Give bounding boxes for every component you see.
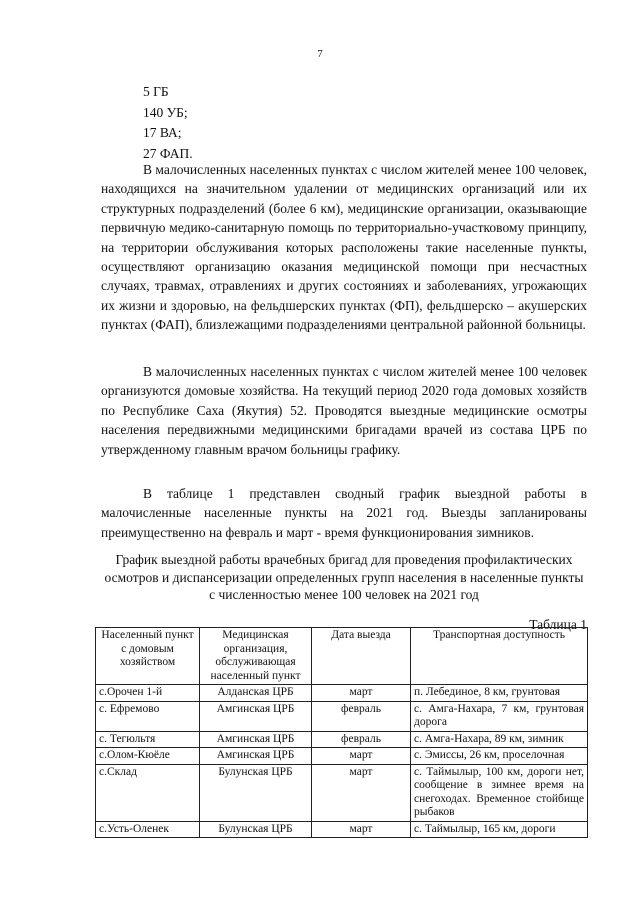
facility-count-list — [143, 82, 193, 164]
organization-cell: Булунская ЦРБ — [200, 821, 312, 838]
organization-cell: Алданская ЦРБ — [200, 685, 312, 702]
column-header-transport: Транспортная доступность — [411, 628, 588, 685]
paragraph: В малочисленных населенных пунктах с числом жителей менее 100 человек организуются домовые хозяйства. На текущий период 2020 года домовых хозяйств по Республике Саха (Якутия) 52. Проводятся выездные медицинские осмотры населения передвижными медицинскими бригадами врачей из состава ЦРБ по утвержденному главным врачом больницы графику. — [101, 364, 587, 457]
table-row — [96, 764, 588, 821]
table-row — [96, 748, 588, 765]
organization-cell: Амгинская ЦРБ — [200, 701, 312, 731]
organization-cell: Амгинская ЦРБ — [200, 748, 312, 765]
list-item: 5 ГБ — [143, 84, 169, 99]
date-cell: февраль — [312, 701, 411, 731]
settlement-cell: с. Ефремово — [96, 701, 200, 731]
transport-cell: с. Таймылыр, 165 км, дороги — [411, 821, 588, 838]
column-header-organization: Медицинская организация, обслуживающая населенный пункт — [200, 628, 312, 685]
transport-cell: с. Эмиссы, 26 км, проселочная — [411, 748, 588, 765]
settlement-cell: с. Тегюльтя — [96, 731, 200, 748]
settlement-cell: с.Олом-Кюёле — [96, 748, 200, 765]
date-cell: март — [312, 685, 411, 702]
page-number: 7 — [317, 48, 323, 60]
paragraph: В малочисленных населенных пунктах с числом жителей менее 100 человек, находящихся на значительном удалении от медицинских организаций или их структурных подразделений (более 6 км), медицинские организации, оказывающие первичную медико-санитарную помощь по территориально-участковому принципу, на территории обслуживания которых расположены такие населенные пункты, осуществляют организацию оказания медицинской помощи при несчастных случаях, травмах, отравлениях и других состояниях и заболеваниях, угрожающих их жизни и здоровью, на фельдшерских пунктах (ФП), фельдшерско – акушерских пунктах (ФАП), близлежащими подразделениями центральной районной больницы. — [101, 162, 587, 333]
list-item: 17 ВА; — [143, 125, 182, 140]
settlement-cell: с.Усть-Оленек — [96, 821, 200, 838]
column-header-settlement: Населенный пункт с домовым хозяйством — [96, 628, 200, 685]
schedule-table — [95, 627, 588, 838]
table-row — [96, 821, 588, 838]
table-row — [96, 701, 588, 731]
list-item: 140 УБ; — [143, 104, 188, 120]
table-title: График выездной работы врачебных бригад для проведения профилактических осмотров и диспансеризации определенных групп населения в населенные пункты с численностью менее 100 человек на 2021 год — [104, 552, 584, 603]
transport-cell: п. Лебединое, 8 км, грунтовая — [411, 685, 588, 702]
settlement-cell: с.Склад — [96, 764, 200, 821]
transport-cell: с. Таймылыр, 100 км, дороги нет, сообщение в зимнее время на снегоходах. Временное стойбище рыбаков — [411, 764, 588, 821]
date-cell: март — [312, 821, 411, 838]
table-row — [96, 731, 588, 748]
transport-cell: с. Амга-Нахара, 7 км, грунтовая дорога — [411, 701, 588, 731]
date-cell: март — [312, 764, 411, 821]
settlement-cell: с.Орочен 1-й — [96, 685, 200, 702]
date-cell: март — [312, 748, 411, 765]
paragraph: В таблице 1 представлен сводный график выездной работы в малочисленные населенные пункты на 2021 год. Выезды запланированы преимущественно на февраль и март - время функционирования зимников. — [101, 486, 587, 540]
list-item: 27 ФАП. — [143, 145, 193, 161]
column-header-date: Дата выезда — [312, 628, 411, 685]
table-label: Таблица 1 — [529, 617, 587, 632]
transport-cell: с. Амга-Нахара, 89 км, зимник — [411, 731, 588, 748]
table-header-row — [96, 628, 588, 685]
organization-cell: Амгинская ЦРБ — [200, 731, 312, 748]
date-cell: февраль — [312, 731, 411, 748]
table-row — [96, 685, 588, 702]
organization-cell: Булунская ЦРБ — [200, 764, 312, 821]
